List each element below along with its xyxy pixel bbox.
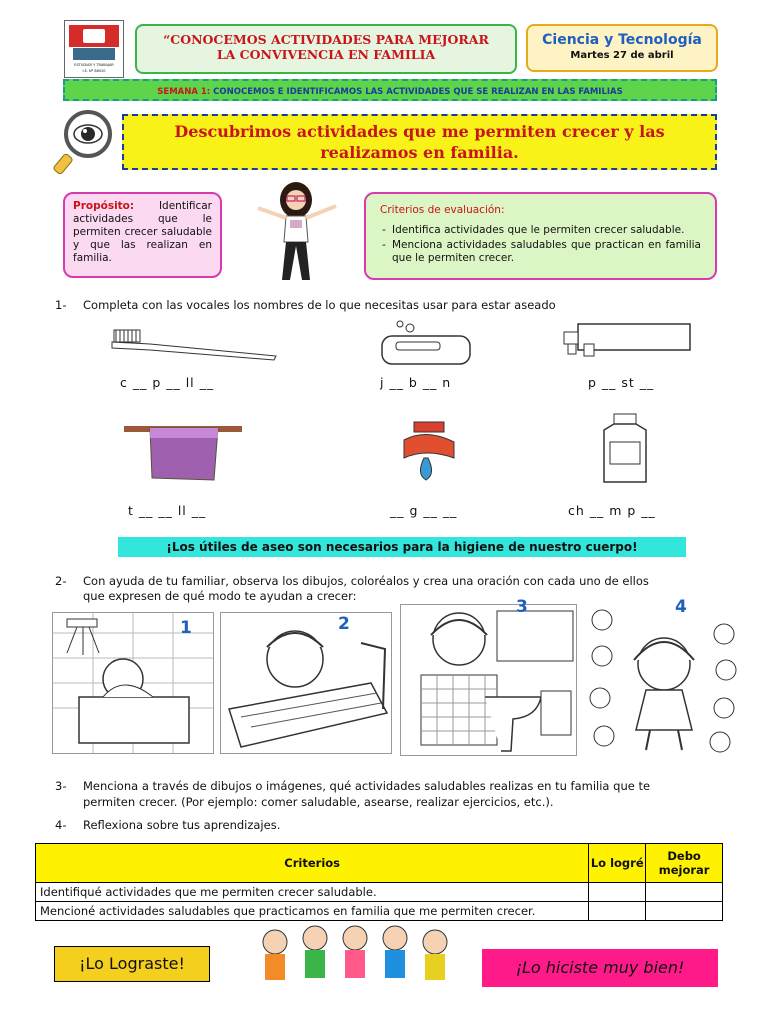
table-header-row (36, 844, 723, 883)
proposito-label: Propósito: (73, 200, 135, 212)
header-lo-logre: Lo logré (589, 844, 646, 883)
word-toalla: t __ __ ll __ (128, 503, 207, 518)
semana-label: SEMANA 1: (157, 87, 211, 97)
question-2-number: 2- (55, 574, 67, 588)
towel-image (122, 418, 244, 484)
date-label: Martes 27 de abril (570, 50, 674, 61)
faucet-image (396, 418, 466, 484)
picture-number-3: 3 (516, 597, 528, 617)
brushing-teeth-picture (400, 604, 577, 756)
title-line-1: “CONOCEMOS ACTIVIDADES PARA MEJORAR (163, 32, 489, 47)
table-row (36, 883, 723, 902)
table-row (36, 902, 723, 921)
subject-name: Ciencia y Tecnología (542, 32, 702, 48)
toothbrush-image (110, 326, 278, 362)
topic-line-2: realizamos en familia. (320, 143, 519, 162)
subject-box (526, 24, 718, 72)
title-line-2: LA CONVIVENCIA EN FAMILIA (216, 47, 436, 62)
logo-text-2: I.E. Nº 86020 (82, 69, 106, 73)
word-pasta: p __ st __ (588, 375, 655, 390)
proposito-box (63, 192, 222, 278)
waking-up-picture (220, 612, 392, 754)
girl-fruits-picture (584, 600, 744, 756)
soap-image (378, 318, 476, 368)
check-cell-lo-logre[interactable] (589, 883, 646, 902)
evaluation-table (35, 843, 723, 921)
picture-number-1: 1 (180, 618, 192, 638)
question-3-number: 3- (55, 779, 67, 793)
question-4-text: Reflexiona sobre tus aprendizajes. (83, 818, 281, 832)
title-box (135, 24, 517, 74)
lo-lograste-badge: ¡Lo Lograste! (54, 946, 210, 982)
question-1-text: Completa con las vocales los nombres de lo que necesitas usar para estar aseado (83, 298, 556, 312)
question-2-line-2: que expresen de qué modo te ayudan a crecer: (83, 589, 357, 603)
toothpaste-image (558, 318, 698, 360)
proposito-text: Identificar actividades que le permiten crecer saludable y que las realizan en familia. (73, 200, 212, 264)
word-cepillo: c __ p __ ll __ (120, 375, 215, 390)
picture-number-2: 2 (338, 614, 350, 634)
header-debo-mejorar: Debo mejorar (646, 844, 723, 883)
question-3-line-2: permiten crecer. (Por ejemplo: comer saludable, asearse, realizar ejercicios, etc.). (83, 795, 554, 809)
semana-text: CONOCEMOS E IDENTIFICAMOS LAS ACTIVIDADES QUE SE REALIZAN EN LAS FAMILIAS (210, 87, 623, 97)
topic-banner (122, 114, 717, 170)
check-cell-debo-mejorar[interactable] (646, 883, 723, 902)
row-criterio-2: Mencioné actividades saludables que practicamos en familia que me permiten crecer. (36, 902, 589, 921)
shampoo-bottle-image (598, 412, 652, 486)
logo-text-1: ESTUDIAR Y TRABAJAR (74, 63, 114, 67)
school-logo (64, 20, 124, 78)
magnifier-eye-icon (52, 108, 118, 174)
criterio-item: - Menciona actividades saludables que practican en familia que le permiten crecer. (392, 239, 701, 265)
question-2-line-1: Con ayuda de tu familiar, observa los dibujos, coloréalos y crea una oración con cada uno de ellos (83, 574, 649, 588)
question-4-number: 4- (55, 818, 67, 832)
question-1 (0, 298, 768, 314)
question-3-line-1: Menciona a través de dibujos o imágenes, qué actividades saludables realizas en tu familia que te (83, 779, 651, 793)
check-cell-lo-logre[interactable] (589, 902, 646, 921)
kids-group-image (255, 922, 455, 992)
picture-number-4: 4 (675, 597, 687, 617)
header-criterios: Criterios (36, 844, 589, 883)
criterio-item: - Identifica actividades que le permiten crecer saludable. (392, 224, 701, 237)
word-agua: __ g __ __ (390, 503, 458, 518)
hygiene-banner: ¡Los útiles de aseo son necesarios para la higiene de nuestro cuerpo! (118, 537, 686, 557)
check-cell-debo-mejorar[interactable] (646, 902, 723, 921)
teacher-girl-image (246, 180, 346, 288)
semana-bar (63, 79, 717, 101)
word-jabon: j __ b __ n (380, 375, 452, 390)
word-champu: ch __ m p __ (568, 503, 656, 518)
topic-line-1: Descubrimos actividades que me permiten crecer y las (174, 122, 665, 141)
row-criterio-1: Identifiqué actividades que me permiten crecer saludable. (36, 883, 589, 902)
question-1-number: 1- (55, 298, 67, 312)
lo-hiciste-muy-bien-badge: ¡Lo hiciste muy bien! (482, 949, 718, 987)
criterios-title: Criterios de evaluación: (380, 204, 505, 216)
criterios-box (364, 192, 717, 280)
